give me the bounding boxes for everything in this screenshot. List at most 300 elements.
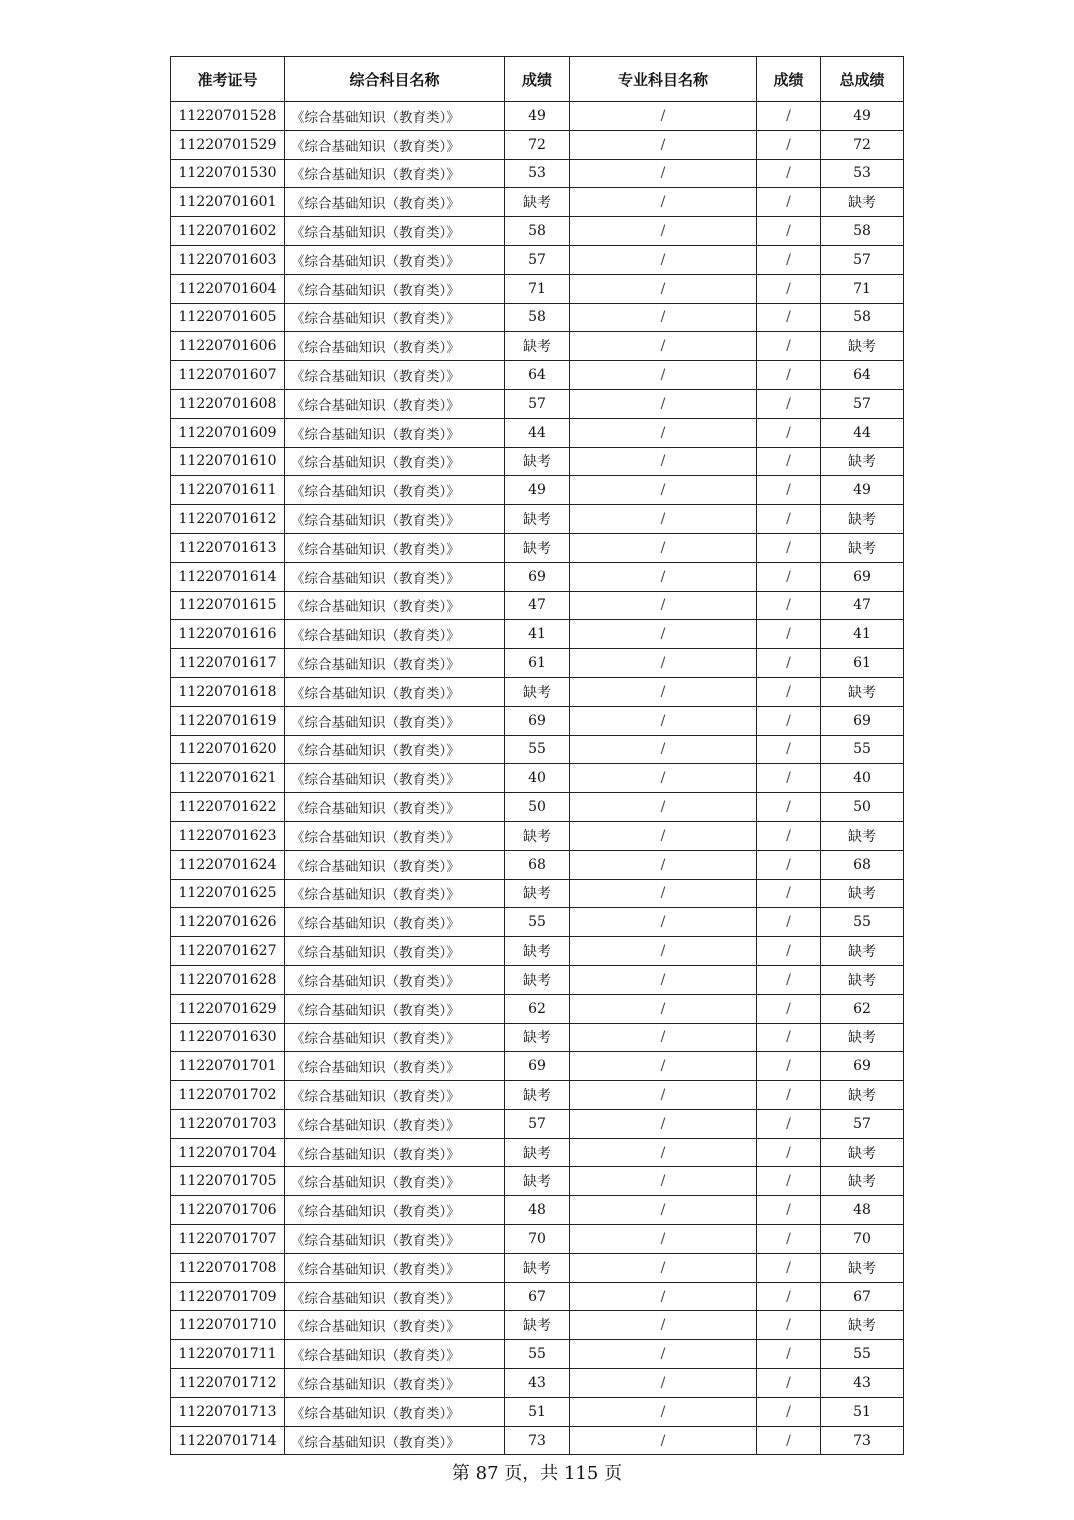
- score-cell: 72: [505, 130, 570, 159]
- exam-id-cell: 11220701608: [171, 389, 285, 418]
- table-row: [171, 447, 904, 476]
- score-cell: 44: [505, 418, 570, 447]
- table-row: [171, 562, 904, 591]
- table-row: [171, 303, 904, 332]
- score-cell: 缺考: [505, 677, 570, 706]
- subject-cell: 《综合基础知识（教育类）》: [285, 102, 505, 131]
- table-row: [171, 706, 904, 735]
- score-cell: 缺考: [505, 1253, 570, 1282]
- table-row: [171, 361, 904, 390]
- score-cell: 51: [505, 1397, 570, 1426]
- major-score-cell: /: [757, 1225, 821, 1254]
- table-row: [171, 245, 904, 274]
- major-score-cell: /: [757, 1196, 821, 1225]
- subject-cell: 《综合基础知识（教育类）》: [285, 245, 505, 274]
- total-cell: 缺考: [821, 1081, 904, 1110]
- score-cell: 43: [505, 1369, 570, 1398]
- subject-cell: 《综合基础知识（教育类）》: [285, 476, 505, 505]
- major-subject-cell: /: [570, 1023, 757, 1052]
- exam-id-cell: 11220701705: [171, 1167, 285, 1196]
- total-cell: 58: [821, 303, 904, 332]
- major-subject-cell: /: [570, 332, 757, 361]
- exam-id-cell: 11220701606: [171, 332, 285, 361]
- score-cell: 缺考: [505, 332, 570, 361]
- score-cell: 49: [505, 102, 570, 131]
- subject-cell: 《综合基础知识（教育类）》: [285, 1340, 505, 1369]
- subject-cell: 《综合基础知识（教育类）》: [285, 1426, 505, 1455]
- table-row: [171, 965, 904, 994]
- table-row: [171, 1109, 904, 1138]
- exam-id-cell: 11220701626: [171, 908, 285, 937]
- major-score-cell: /: [757, 764, 821, 793]
- score-cell: 73: [505, 1426, 570, 1455]
- exam-id-cell: 11220701621: [171, 764, 285, 793]
- score-cell: 57: [505, 1109, 570, 1138]
- major-subject-cell: /: [570, 706, 757, 735]
- major-score-cell: /: [757, 821, 821, 850]
- major-subject-cell: /: [570, 821, 757, 850]
- subject-cell: 《综合基础知识（教育类）》: [285, 735, 505, 764]
- total-cell: 缺考: [821, 505, 904, 534]
- exam-id-cell: 11220701622: [171, 793, 285, 822]
- subject-cell: 《综合基础知识（教育类）》: [285, 274, 505, 303]
- total-cell: 缺考: [821, 188, 904, 217]
- score-cell: 缺考: [505, 1138, 570, 1167]
- table-row: [171, 1138, 904, 1167]
- subject-cell: 《综合基础知识（教育类）》: [285, 130, 505, 159]
- subject-cell: 《综合基础知识（教育类）》: [285, 418, 505, 447]
- total-cell: 缺考: [821, 447, 904, 476]
- total-cell: 69: [821, 1052, 904, 1081]
- table-header: [171, 57, 904, 102]
- total-cell: 缺考: [821, 1138, 904, 1167]
- total-cell: 57: [821, 1109, 904, 1138]
- major-subject-cell: /: [570, 447, 757, 476]
- major-subject-cell: /: [570, 476, 757, 505]
- major-subject-cell: /: [570, 274, 757, 303]
- exam-id-cell: 11220701604: [171, 274, 285, 303]
- score-cell: 缺考: [505, 965, 570, 994]
- exam-id-cell: 11220701615: [171, 591, 285, 620]
- exam-id-cell: 11220701530: [171, 159, 285, 188]
- major-score-cell: /: [757, 102, 821, 131]
- major-score-cell: /: [757, 908, 821, 937]
- table-row: [171, 1253, 904, 1282]
- major-score-cell: /: [757, 1081, 821, 1110]
- subject-cell: 《综合基础知识（教育类）》: [285, 188, 505, 217]
- subject-cell: 《综合基础知识（教育类）》: [285, 1397, 505, 1426]
- major-score-cell: /: [757, 965, 821, 994]
- total-cell: 缺考: [821, 1167, 904, 1196]
- major-subject-cell: /: [570, 1109, 757, 1138]
- major-subject-cell: /: [570, 303, 757, 332]
- score-cell: 缺考: [505, 879, 570, 908]
- table-row: [171, 159, 904, 188]
- subject-cell: 《综合基础知识（教育类）》: [285, 965, 505, 994]
- score-cell: 64: [505, 361, 570, 390]
- major-subject-cell: /: [570, 1253, 757, 1282]
- exam-id-cell: 11220701620: [171, 735, 285, 764]
- subject-cell: 《综合基础知识（教育类）》: [285, 620, 505, 649]
- major-subject-cell: /: [570, 217, 757, 246]
- major-subject-cell: /: [570, 389, 757, 418]
- exam-id-cell: 11220701714: [171, 1426, 285, 1455]
- subject-cell: 《综合基础知识（教育类）》: [285, 649, 505, 678]
- header-subject: 综合科目名称: [285, 57, 505, 102]
- major-score-cell: /: [757, 1426, 821, 1455]
- major-subject-cell: /: [570, 1311, 757, 1340]
- total-cell: 71: [821, 274, 904, 303]
- subject-cell: 《综合基础知识（教育类）》: [285, 821, 505, 850]
- subject-cell: 《综合基础知识（教育类）》: [285, 533, 505, 562]
- major-score-cell: /: [757, 188, 821, 217]
- major-subject-cell: /: [570, 159, 757, 188]
- table-row: [171, 879, 904, 908]
- major-score-cell: /: [757, 562, 821, 591]
- table-row: [171, 1167, 904, 1196]
- total-cell: 69: [821, 706, 904, 735]
- exam-id-cell: 11220701628: [171, 965, 285, 994]
- table-row: [171, 1023, 904, 1052]
- score-cell: 71: [505, 274, 570, 303]
- subject-cell: 《综合基础知识（教育类）》: [285, 793, 505, 822]
- total-cell: 50: [821, 793, 904, 822]
- major-score-cell: /: [757, 1167, 821, 1196]
- table-row: [171, 850, 904, 879]
- subject-cell: 《综合基础知识（教育类）》: [285, 1052, 505, 1081]
- major-score-cell: /: [757, 1397, 821, 1426]
- major-score-cell: /: [757, 1023, 821, 1052]
- score-cell: 70: [505, 1225, 570, 1254]
- score-cell: 缺考: [505, 505, 570, 534]
- exam-id-cell: 11220701629: [171, 994, 285, 1023]
- major-subject-cell: /: [570, 908, 757, 937]
- score-cell: 49: [505, 476, 570, 505]
- major-score-cell: /: [757, 850, 821, 879]
- major-score-cell: /: [757, 735, 821, 764]
- major-subject-cell: /: [570, 361, 757, 390]
- major-subject-cell: /: [570, 1340, 757, 1369]
- subject-cell: 《综合基础知识（教育类）》: [285, 764, 505, 793]
- score-cell: 57: [505, 245, 570, 274]
- major-subject-cell: /: [570, 677, 757, 706]
- exam-id-cell: 11220701529: [171, 130, 285, 159]
- score-cell: 41: [505, 620, 570, 649]
- table-row: [171, 1052, 904, 1081]
- total-cell: 68: [821, 850, 904, 879]
- score-cell: 58: [505, 217, 570, 246]
- score-cell: 62: [505, 994, 570, 1023]
- exam-id-cell: 11220701625: [171, 879, 285, 908]
- total-cell: 62: [821, 994, 904, 1023]
- major-subject-cell: /: [570, 418, 757, 447]
- major-subject-cell: /: [570, 879, 757, 908]
- table-row: [171, 1426, 904, 1455]
- major-subject-cell: /: [570, 1282, 757, 1311]
- exam-id-cell: 11220701710: [171, 1311, 285, 1340]
- total-cell: 72: [821, 130, 904, 159]
- major-score-cell: /: [757, 937, 821, 966]
- total-cell: 43: [821, 1369, 904, 1398]
- total-cell: 69: [821, 562, 904, 591]
- score-cell: 69: [505, 706, 570, 735]
- major-score-cell: /: [757, 332, 821, 361]
- table-row: [171, 102, 904, 131]
- score-cell: 69: [505, 1052, 570, 1081]
- exam-id-cell: 11220701703: [171, 1109, 285, 1138]
- header-row: [171, 57, 904, 102]
- major-score-cell: /: [757, 677, 821, 706]
- exam-id-cell: 11220701612: [171, 505, 285, 534]
- table-row: [171, 505, 904, 534]
- score-cell: 58: [505, 303, 570, 332]
- exam-id-cell: 11220701614: [171, 562, 285, 591]
- major-subject-cell: /: [570, 1369, 757, 1398]
- score-cell: 55: [505, 908, 570, 937]
- exam-id-cell: 11220701611: [171, 476, 285, 505]
- subject-cell: 《综合基础知识（教育类）》: [285, 677, 505, 706]
- total-cell: 61: [821, 649, 904, 678]
- table-row: [171, 274, 904, 303]
- exam-id-cell: 11220701711: [171, 1340, 285, 1369]
- total-cell: 缺考: [821, 1023, 904, 1052]
- major-subject-cell: /: [570, 245, 757, 274]
- major-score-cell: /: [757, 447, 821, 476]
- major-score-cell: /: [757, 130, 821, 159]
- total-cell: 67: [821, 1282, 904, 1311]
- subject-cell: 《综合基础知识（教育类）》: [285, 217, 505, 246]
- total-cell: 缺考: [821, 821, 904, 850]
- score-table: [170, 56, 904, 1455]
- exam-id-cell: 11220701702: [171, 1081, 285, 1110]
- table-body: [171, 102, 904, 1455]
- total-cell: 73: [821, 1426, 904, 1455]
- table-row: [171, 1369, 904, 1398]
- major-subject-cell: /: [570, 188, 757, 217]
- score-cell: 48: [505, 1196, 570, 1225]
- major-score-cell: /: [757, 303, 821, 332]
- score-cell: 47: [505, 591, 570, 620]
- subject-cell: 《综合基础知识（教育类）》: [285, 1138, 505, 1167]
- exam-id-cell: 11220701708: [171, 1253, 285, 1282]
- total-cell: 57: [821, 245, 904, 274]
- score-cell: 缺考: [505, 937, 570, 966]
- table-row: [171, 533, 904, 562]
- exam-id-cell: 11220701617: [171, 649, 285, 678]
- table-row: [171, 735, 904, 764]
- major-score-cell: /: [757, 1138, 821, 1167]
- table-row: [171, 793, 904, 822]
- total-cell: 58: [821, 217, 904, 246]
- major-subject-cell: /: [570, 1081, 757, 1110]
- exam-id-cell: 11220701630: [171, 1023, 285, 1052]
- subject-cell: 《综合基础知识（教育类）》: [285, 1225, 505, 1254]
- total-cell: 缺考: [821, 332, 904, 361]
- subject-cell: 《综合基础知识（教育类）》: [285, 1167, 505, 1196]
- exam-id-cell: 11220701607: [171, 361, 285, 390]
- table-row: [171, 1340, 904, 1369]
- exam-id-cell: 11220701605: [171, 303, 285, 332]
- total-cell: 55: [821, 908, 904, 937]
- table-row: [171, 217, 904, 246]
- total-cell: 40: [821, 764, 904, 793]
- exam-id-cell: 11220701704: [171, 1138, 285, 1167]
- score-cell: 50: [505, 793, 570, 822]
- major-score-cell: /: [757, 706, 821, 735]
- major-subject-cell: /: [570, 505, 757, 534]
- table-row: [171, 188, 904, 217]
- subject-cell: 《综合基础知识（教育类）》: [285, 361, 505, 390]
- major-subject-cell: /: [570, 649, 757, 678]
- score-cell: 61: [505, 649, 570, 678]
- major-score-cell: /: [757, 159, 821, 188]
- table-row: [171, 994, 904, 1023]
- total-cell: 64: [821, 361, 904, 390]
- major-subject-cell: /: [570, 850, 757, 879]
- exam-id-cell: 11220701528: [171, 102, 285, 131]
- exam-id-cell: 11220701610: [171, 447, 285, 476]
- total-cell: 缺考: [821, 677, 904, 706]
- total-cell: 缺考: [821, 937, 904, 966]
- major-subject-cell: /: [570, 994, 757, 1023]
- major-subject-cell: /: [570, 130, 757, 159]
- major-subject-cell: /: [570, 533, 757, 562]
- major-score-cell: /: [757, 245, 821, 274]
- total-cell: 53: [821, 159, 904, 188]
- total-cell: 44: [821, 418, 904, 447]
- exam-id-cell: 11220701713: [171, 1397, 285, 1426]
- major-score-cell: /: [757, 217, 821, 246]
- exam-id-cell: 11220701707: [171, 1225, 285, 1254]
- exam-id-cell: 11220701618: [171, 677, 285, 706]
- subject-cell: 《综合基础知识（教育类）》: [285, 332, 505, 361]
- subject-cell: 《综合基础知识（教育类）》: [285, 908, 505, 937]
- major-score-cell: /: [757, 1311, 821, 1340]
- score-cell: 缺考: [505, 1023, 570, 1052]
- table-row: [171, 677, 904, 706]
- table-row: [171, 418, 904, 447]
- table-row: [171, 1081, 904, 1110]
- major-subject-cell: /: [570, 735, 757, 764]
- table-row: [171, 821, 904, 850]
- major-subject-cell: /: [570, 102, 757, 131]
- major-subject-cell: /: [570, 620, 757, 649]
- subject-cell: 《综合基础知识（教育类）》: [285, 389, 505, 418]
- page-number: 第 87 页，共 115 页: [451, 1463, 623, 1484]
- table-row: [171, 1225, 904, 1254]
- score-cell: 68: [505, 850, 570, 879]
- table-row: [171, 1196, 904, 1225]
- total-cell: 48: [821, 1196, 904, 1225]
- table-row: [171, 476, 904, 505]
- total-cell: 缺考: [821, 1253, 904, 1282]
- major-score-cell: /: [757, 1052, 821, 1081]
- major-score-cell: /: [757, 879, 821, 908]
- total-cell: 缺考: [821, 965, 904, 994]
- major-subject-cell: /: [570, 562, 757, 591]
- subject-cell: 《综合基础知识（教育类）》: [285, 1196, 505, 1225]
- major-subject-cell: /: [570, 965, 757, 994]
- exam-id-cell: 11220701602: [171, 217, 285, 246]
- score-cell: 缺考: [505, 1081, 570, 1110]
- subject-cell: 《综合基础知识（教育类）》: [285, 1081, 505, 1110]
- score-cell: 缺考: [505, 533, 570, 562]
- score-cell: 缺考: [505, 821, 570, 850]
- table-row: [171, 937, 904, 966]
- exam-id-cell: 11220701623: [171, 821, 285, 850]
- subject-cell: 《综合基础知识（教育类）》: [285, 706, 505, 735]
- score-cell: 缺考: [505, 447, 570, 476]
- table-row: [171, 620, 904, 649]
- score-cell: 69: [505, 562, 570, 591]
- total-cell: 70: [821, 1225, 904, 1254]
- subject-cell: 《综合基础知识（教育类）》: [285, 1109, 505, 1138]
- major-score-cell: /: [757, 994, 821, 1023]
- table-row: [171, 332, 904, 361]
- score-cell: 缺考: [505, 1311, 570, 1340]
- subject-cell: 《综合基础知识（教育类）》: [285, 850, 505, 879]
- total-cell: 47: [821, 591, 904, 620]
- table-row: [171, 130, 904, 159]
- exam-id-cell: 11220701616: [171, 620, 285, 649]
- subject-cell: 《综合基础知识（教育类）》: [285, 1311, 505, 1340]
- exam-id-cell: 11220701706: [171, 1196, 285, 1225]
- exam-id-cell: 11220701627: [171, 937, 285, 966]
- score-cell: 缺考: [505, 188, 570, 217]
- exam-id-cell: 11220701601: [171, 188, 285, 217]
- table-row: [171, 908, 904, 937]
- major-subject-cell: /: [570, 793, 757, 822]
- score-cell: 55: [505, 735, 570, 764]
- subject-cell: 《综合基础知识（教育类）》: [285, 505, 505, 534]
- subject-cell: 《综合基础知识（教育类）》: [285, 1023, 505, 1052]
- subject-cell: 《综合基础知识（教育类）》: [285, 447, 505, 476]
- major-subject-cell: /: [570, 1052, 757, 1081]
- major-score-cell: /: [757, 1340, 821, 1369]
- major-score-cell: /: [757, 533, 821, 562]
- exam-id-cell: 11220701712: [171, 1369, 285, 1398]
- exam-id-cell: 11220701619: [171, 706, 285, 735]
- score-cell: 53: [505, 159, 570, 188]
- score-cell: 40: [505, 764, 570, 793]
- table-row: [171, 591, 904, 620]
- subject-cell: 《综合基础知识（教育类）》: [285, 1253, 505, 1282]
- major-subject-cell: /: [570, 764, 757, 793]
- header-major-score: 成绩: [757, 57, 821, 102]
- score-cell: 67: [505, 1282, 570, 1311]
- table-row: [171, 389, 904, 418]
- exam-id-cell: 11220701624: [171, 850, 285, 879]
- major-subject-cell: /: [570, 1196, 757, 1225]
- major-score-cell: /: [757, 649, 821, 678]
- subject-cell: 《综合基础知识（教育类）》: [285, 562, 505, 591]
- table-row: [171, 1397, 904, 1426]
- major-score-cell: /: [757, 620, 821, 649]
- exam-id-cell: 11220701709: [171, 1282, 285, 1311]
- header-major-subject: 专业科目名称: [570, 57, 757, 102]
- table-row: [171, 764, 904, 793]
- header-score: 成绩: [505, 57, 570, 102]
- total-cell: 缺考: [821, 879, 904, 908]
- total-cell: 57: [821, 389, 904, 418]
- major-subject-cell: /: [570, 1225, 757, 1254]
- major-score-cell: /: [757, 418, 821, 447]
- major-subject-cell: /: [570, 937, 757, 966]
- major-score-cell: /: [757, 476, 821, 505]
- major-subject-cell: /: [570, 1397, 757, 1426]
- score-cell: 缺考: [505, 1167, 570, 1196]
- exam-id-cell: 11220701609: [171, 418, 285, 447]
